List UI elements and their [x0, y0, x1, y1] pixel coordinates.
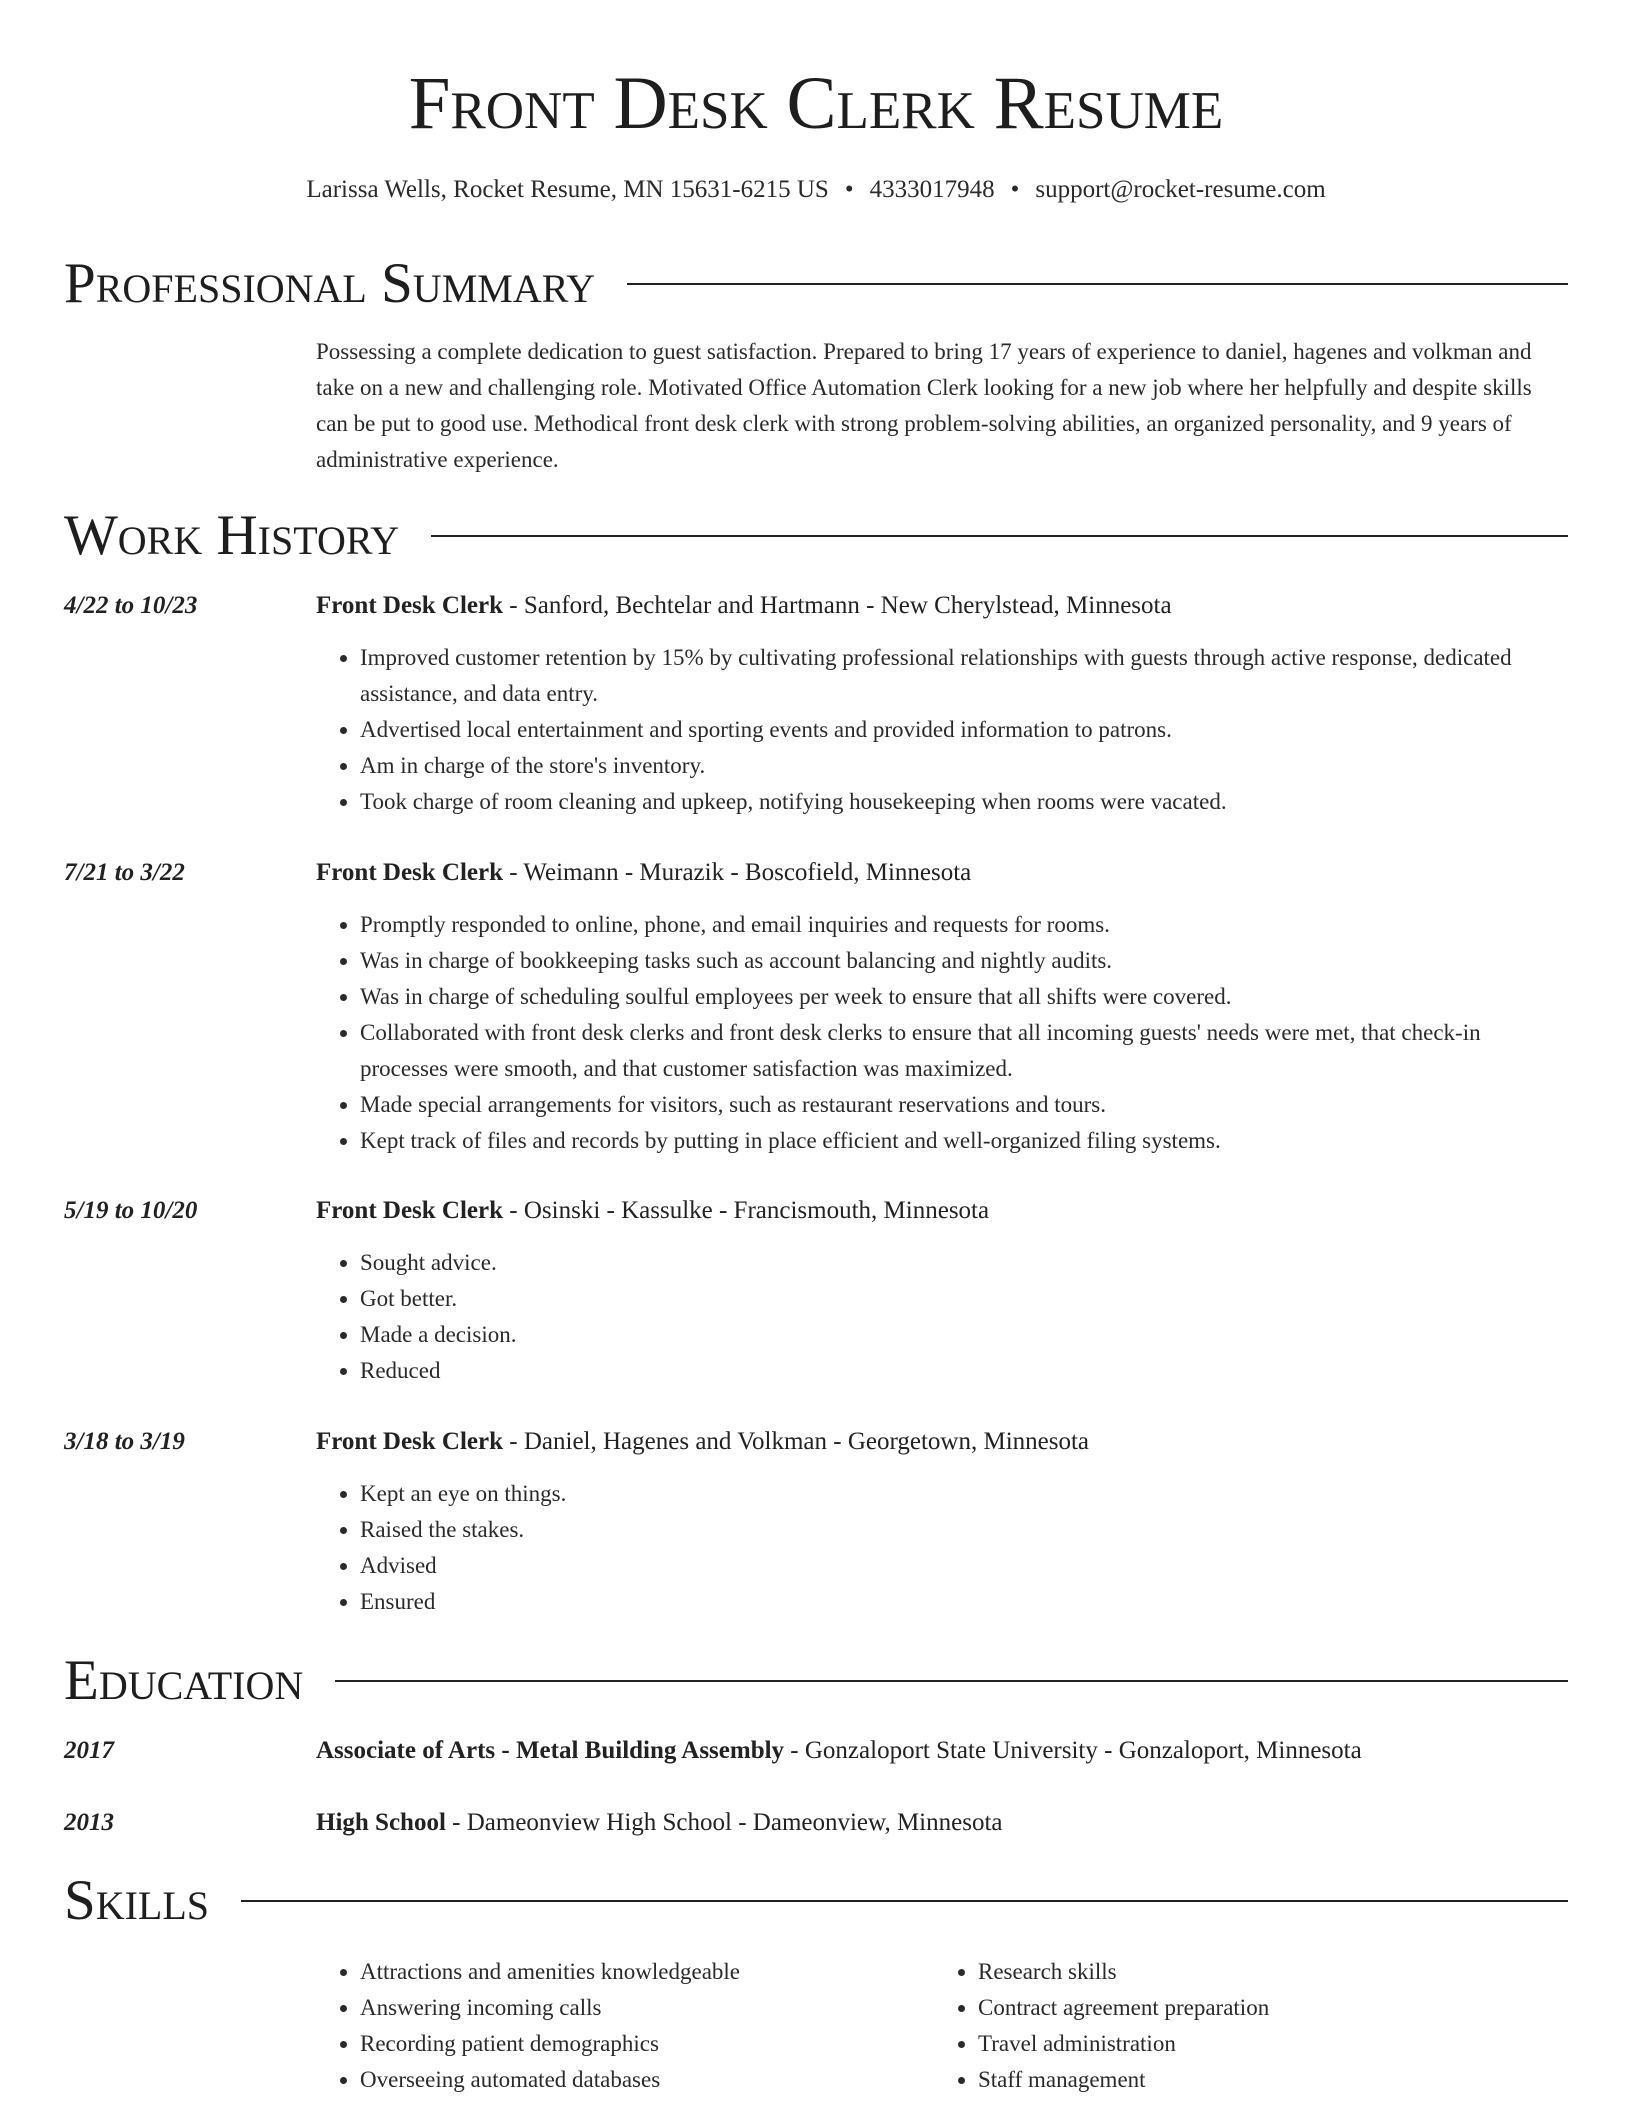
contact-phone: 4333017948	[869, 176, 995, 203]
skill-item: • Staff management	[978, 2062, 1568, 2098]
education-year: 2013	[64, 1809, 114, 1836]
job-entry	[64, 1195, 1568, 1389]
job-detail	[316, 1195, 1568, 1389]
list-item: • Made special arrangements for visitors, such as restaurant reservations and tours.	[360, 1087, 1568, 1123]
job-title: Front Desk Clerk	[316, 592, 504, 619]
job-dates: 4/22 to 10/23	[64, 592, 198, 619]
job-employer-location: - Osinski - Kassulke - Francismouth, Minnesota	[503, 1197, 990, 1224]
education-school-location: - Dameonview High School - Dameonview, Minnesota	[445, 1809, 1003, 1836]
skill-item: • Overseeing automated databases	[360, 2062, 934, 2098]
summary-section	[64, 334, 1568, 478]
job-heading	[316, 1195, 1568, 1227]
summary-heading: Professional Summary	[64, 252, 596, 315]
job-heading	[316, 590, 1568, 622]
education-school-location: - Gonzaloport State University - Gonzaloport, Minnesota	[784, 1737, 1362, 1764]
job-employer-location: - Daniel, Hagenes and Volkman - Georgetown, Minnesota	[503, 1428, 1090, 1455]
education-heading-line	[316, 1735, 1568, 1767]
section-divider	[431, 535, 1568, 537]
section-divider	[335, 1680, 1568, 1682]
list-item: • Made a decision.	[360, 1317, 1568, 1353]
summary-section-header	[64, 252, 1568, 316]
contact-separator: •	[844, 176, 854, 203]
work-history-section-header	[64, 504, 1568, 568]
education-section-header	[64, 1649, 1568, 1713]
list-item: • Am in charge of the store's inventory.	[360, 748, 1568, 784]
job-dates: 5/19 to 10/20	[64, 1197, 198, 1224]
summary-text: Possessing a complete dedication to guest satisfaction. Prepared to bring 17 years of experience to daniel, hagenes and volkman and take on a new and challenging role. Motivated Office Automation Clerk looking for a new job where her helpfully and despite skills can be put to good use. Methodical front desk clerk with strong problem-solving abilities, an organized personality, and 9 years of administrative experience.	[316, 339, 1532, 472]
job-heading	[316, 1426, 1568, 1458]
job-bullets	[316, 1476, 1568, 1620]
skills-grid	[316, 1954, 1568, 2098]
skills-section	[64, 1954, 1568, 2098]
skill-item: • Travel administration	[978, 2026, 1568, 2062]
contact-email: support@rocket-resume.com	[1035, 176, 1326, 203]
education-heading-line	[316, 1807, 1568, 1839]
job-dates: 3/18 to 3/19	[64, 1428, 185, 1455]
contact-separator: •	[1010, 176, 1020, 203]
skills-section-header	[64, 1869, 1568, 1933]
list-item: • Kept track of files and records by putting in place efficient and well-organized filing systems.	[360, 1123, 1568, 1159]
list-item: • Ensured	[360, 1584, 1568, 1620]
skill-item: • Answering incoming calls	[360, 1990, 934, 2026]
list-item: • Promptly responded to online, phone, and email inquiries and requests for rooms.	[360, 907, 1568, 943]
job-detail	[316, 590, 1568, 820]
skill-item: • Research skills	[978, 1954, 1568, 1990]
skill-item: • Attractions and amenities knowledgeable	[360, 1954, 934, 1990]
list-item: • Sought advice.	[360, 1245, 1568, 1281]
education-heading: Education	[64, 1649, 304, 1712]
contact-line	[0, 174, 1632, 206]
skill-item: • Recording patient demographics	[360, 2026, 934, 2062]
job-heading	[316, 857, 1568, 889]
list-item: • Raised the stakes.	[360, 1512, 1568, 1548]
job-dates: 7/21 to 3/22	[64, 859, 185, 886]
job-bullets	[316, 1245, 1568, 1389]
section-divider	[241, 1900, 1568, 1902]
job-bullets	[316, 640, 1568, 820]
list-item: • Kept an eye on things.	[360, 1476, 1568, 1512]
page-title: Front Desk Clerk Resume	[408, 62, 1224, 145]
education-degree: High School	[316, 1809, 446, 1836]
skill-item: • Contract agreement preparation	[978, 1990, 1568, 2026]
work-history-heading: Work History	[64, 504, 400, 567]
job-detail	[316, 857, 1568, 1159]
skills-list-right	[934, 1954, 1568, 2098]
list-item: • Got better.	[360, 1281, 1568, 1317]
list-item: • Advised	[360, 1548, 1568, 1584]
list-item: • Advertised local entertainment and sporting events and provided information to patrons.	[360, 712, 1568, 748]
job-title: Front Desk Clerk	[316, 859, 504, 886]
job-employer-location: - Weimann - Murazik - Boscofield, Minnesota	[503, 859, 972, 886]
skills-heading: Skills	[64, 1869, 210, 1932]
list-item: • Was in charge of scheduling soulful employees per week to ensure that all shifts were covered.	[360, 979, 1568, 1015]
job-entry	[64, 1426, 1568, 1620]
job-entry	[64, 590, 1568, 820]
contact-address: Larissa Wells, Rocket Resume, MN 15631-6215 US	[306, 176, 829, 203]
education-entry	[64, 1735, 1568, 1767]
job-title: Front Desk Clerk	[316, 1197, 504, 1224]
section-divider	[627, 283, 1568, 285]
job-bullets	[316, 907, 1568, 1159]
list-item: • Was in charge of bookkeeping tasks such as account balancing and nightly audits.	[360, 943, 1568, 979]
list-item: • Took charge of room cleaning and upkeep, notifying housekeeping when rooms were vacated.	[360, 784, 1568, 820]
job-entry	[64, 857, 1568, 1159]
skills-list-left	[316, 1954, 934, 2098]
list-item: • Collaborated with front desk clerks and front desk clerks to ensure that all incoming guests' needs were met, that check-in processes were smooth, and that customer satisfaction was maximized.	[360, 1015, 1568, 1087]
list-item: • Reduced	[360, 1353, 1568, 1389]
education-year: 2017	[64, 1737, 114, 1764]
job-detail	[316, 1426, 1568, 1620]
education-entry	[64, 1807, 1568, 1839]
job-title: Front Desk Clerk	[316, 1428, 504, 1455]
education-degree: Associate of Arts - Metal Building Assembly	[316, 1737, 785, 1764]
job-employer-location: - Sanford, Bechtelar and Hartmann - New Cherylstead, Minnesota	[503, 592, 1172, 619]
list-item: • Improved customer retention by 15% by cultivating professional relationships with guests through active response, dedicated assistance, and data entry.	[360, 640, 1568, 712]
